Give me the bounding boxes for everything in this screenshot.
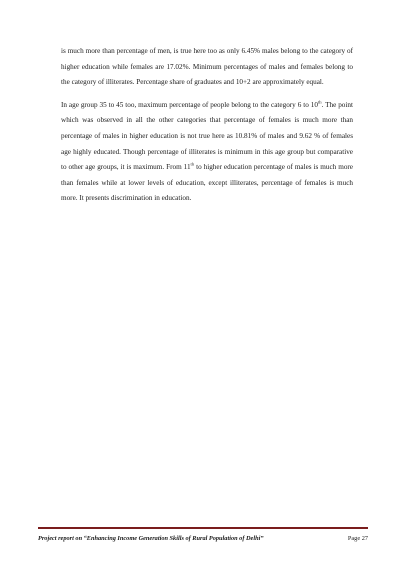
ordinal-suffix-a: th [317,99,322,105]
page-number: Page 27 [347,535,368,542]
paragraph-2-text-b: . The point which was observed in all the other categories that percentage of females is much more than percentage of males in higher education is not true here as 10.81% of males and 9.62 % of females age highly educated. Though percentage of illiterates is minimum in this age group but comparative to other age groups, it is maximum. From 11 [61,100,353,172]
footer-report-title: Project report on “Enhancing Income Generation Skills of Rural Population of Delhi” [38,535,264,542]
paragraph-2 [61,98,353,207]
page-footer [38,527,368,543]
body-text [61,44,353,214]
paragraph-2-text-a: In age group 35 to 45 too, maximum percentage of people belong to the category 6 to 10 [61,100,318,109]
footer-row [38,534,368,543]
ordinal-suffix-b: th [190,161,195,167]
paragraph-1: is much more than percentage of men, is true here too as only 6.45% males belong to the category of higher education while females are 17.02%. Minimum percentages of males and females belong to the category of illiterates. Percentage share of graduates and 10+2 are approximately equal. [61,47,353,87]
footer-divider [38,527,368,529]
paragraph-2-text-c: to higher education percentage of males is much more than females while at lower levels of education, except illiterates, percentage of females is much more. It presents discrimination in education. [61,163,353,203]
